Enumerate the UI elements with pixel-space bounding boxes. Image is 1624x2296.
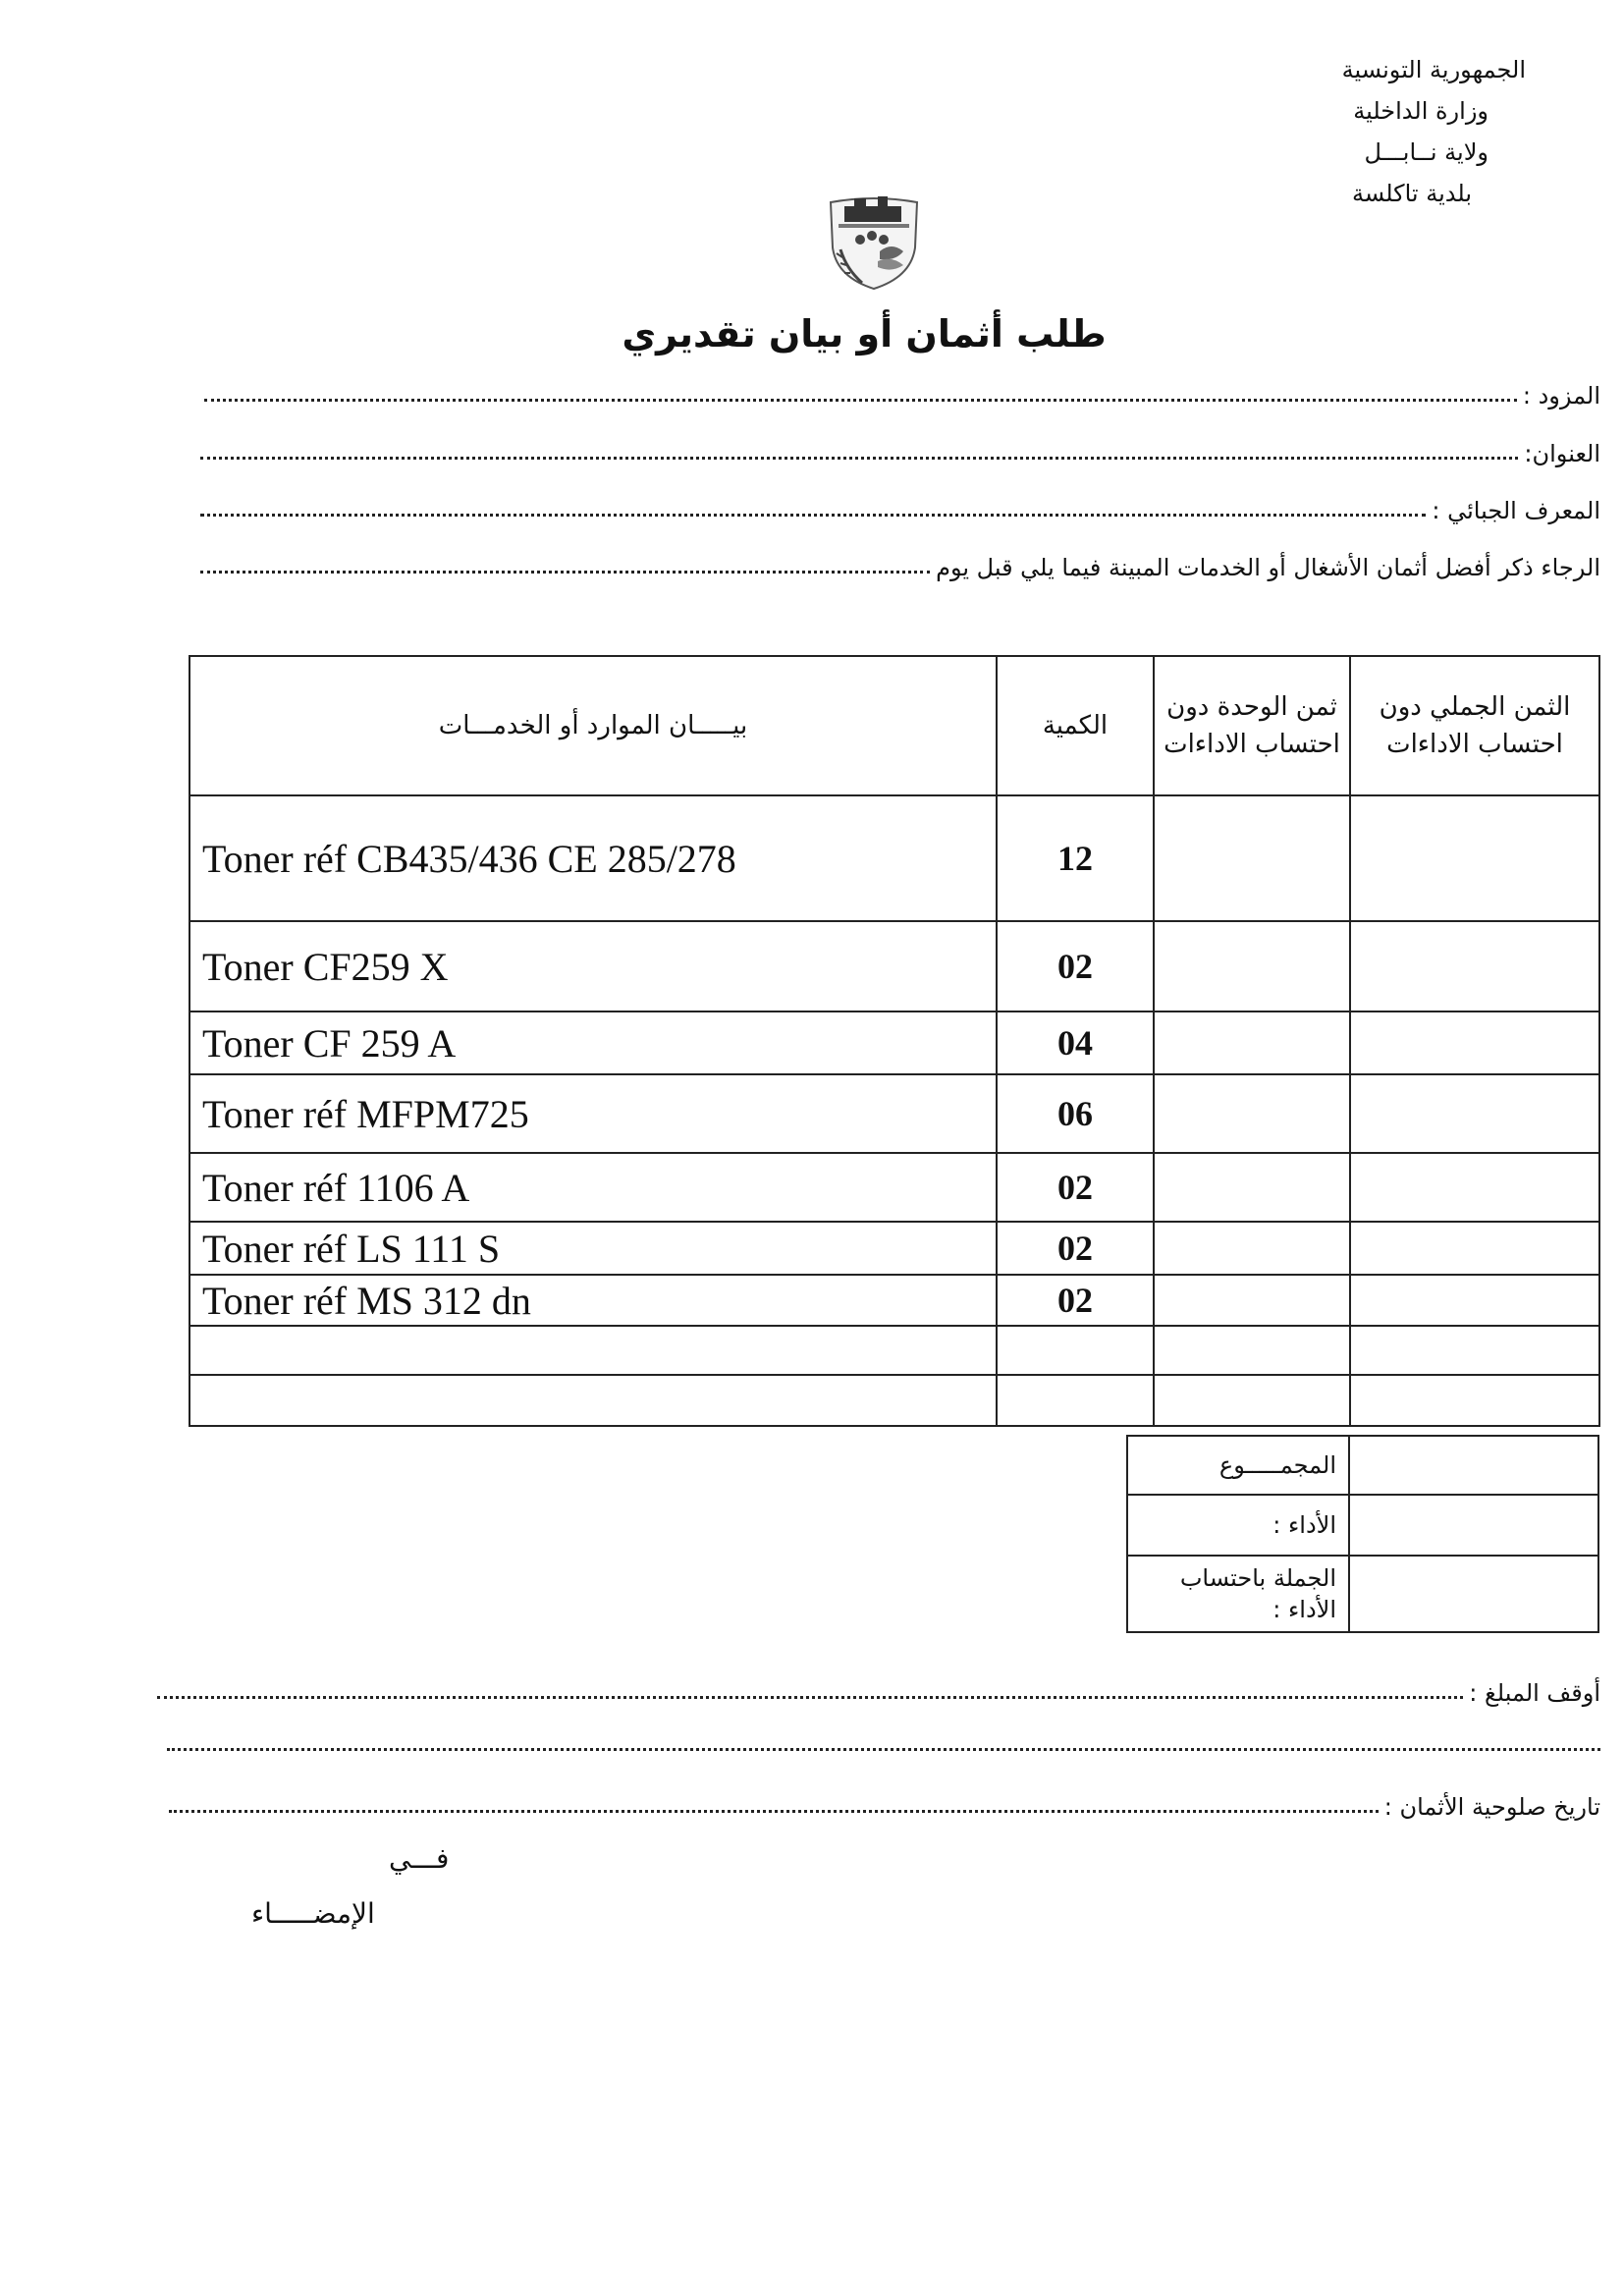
table-row [189,1326,1599,1375]
total-price-header: الثمن الجملي دون احتساب الاداءات [1350,656,1599,795]
table-row [189,1275,1599,1326]
validity-label: تاريخ صلوحية الأثمان : [1383,1793,1600,1821]
request-label: الرجاء ذكر أفضل أثمان الأشغال أو الخدمات المبينة فيما يلي قبل يوم [936,554,1600,581]
item-quantity[interactable] [997,1326,1154,1375]
supplier-dotted-line [204,398,1517,402]
table-row [189,1375,1599,1426]
item-total-price-cell[interactable] [1350,1326,1599,1375]
item-description: Toner réf LS 111 S [189,1222,997,1275]
item-description: Toner CF259 X [189,921,997,1011]
item-quantity: 12 [997,795,1154,921]
item-unit-price-cell[interactable] [1154,1011,1350,1074]
item-unit-price-cell[interactable] [1154,1375,1350,1426]
item-quantity: 06 [997,1074,1154,1153]
table-row [189,1074,1599,1153]
item-description: Toner réf MFPM725 [189,1074,997,1153]
sum-row [1127,1436,1598,1495]
item-total-price-cell[interactable] [1350,1222,1599,1275]
municipal-emblem-icon [821,191,927,293]
item-total-price-cell[interactable] [1350,1074,1599,1153]
validity-dotted-line [169,1809,1379,1813]
ministry-line: وزارة الداخلية [1353,97,1489,125]
tax-label: الأداء : [1127,1495,1349,1556]
amount-words-dotted-line [157,1695,1463,1699]
item-total-price-cell[interactable] [1350,921,1599,1011]
item-unit-price-cell[interactable] [1154,1153,1350,1222]
tax-id-label: المعرف الجبائي : [1432,497,1600,524]
amount-words-field[interactable] [157,1671,1600,1707]
totals-table [1126,1435,1599,1633]
tax-id-field[interactable] [200,489,1600,524]
total-with-tax-row [1127,1556,1598,1632]
table-row [189,1011,1599,1074]
unit-price-header: ثمن الوحدة دون احتساب الاداءات [1154,656,1350,795]
item-description: Toner réf MS 312 dn [189,1275,997,1326]
total-with-tax-label: الجملة باحتساب الأداء : [1127,1556,1349,1632]
sum-value-cell[interactable] [1349,1436,1598,1495]
item-total-price-cell[interactable] [1350,795,1599,921]
total-with-tax-value-cell[interactable] [1349,1556,1598,1632]
item-unit-price-cell[interactable] [1154,1326,1350,1375]
governorate-line: ولاية نــابـــل [1364,138,1489,166]
request-dotted-line [200,570,930,574]
header-block [1231,49,1526,214]
item-unit-price-cell[interactable] [1154,1074,1350,1153]
place-in-label: فـــي [389,1842,450,1875]
item-description: Toner réf CB435/436 CE 285/278 [189,795,997,921]
tax-row [1127,1495,1598,1556]
item-total-price-cell[interactable] [1350,1153,1599,1222]
item-quantity: 02 [997,1153,1154,1222]
table-header-row [189,656,1599,795]
description-header: بيـــــان الموارد أو الخدمـــات [189,656,997,795]
request-field[interactable] [200,546,1600,581]
item-total-price-cell[interactable] [1350,1375,1599,1426]
page-title: طلب أثمان أو بيان تقديري [622,312,1107,355]
table-row [189,795,1599,921]
item-total-price-cell[interactable] [1350,1275,1599,1326]
item-quantity: 02 [997,921,1154,1011]
republic-line: الجمهورية التونسية [1341,56,1526,83]
item-description: Toner CF 259 A [189,1011,997,1074]
item-quantity: 04 [997,1011,1154,1074]
item-description[interactable] [189,1375,997,1426]
sum-label: المجمـــــوع [1127,1436,1349,1495]
supplier-field[interactable] [204,374,1600,410]
item-quantity: 02 [997,1222,1154,1275]
validity-field[interactable] [169,1785,1600,1821]
item-unit-price-cell[interactable] [1154,1222,1350,1275]
tax-value-cell[interactable] [1349,1495,1598,1556]
item-unit-price-cell[interactable] [1154,795,1350,921]
item-description: Toner réf 1106 A [189,1153,997,1222]
address-dotted-line [200,456,1518,460]
municipality-line: بلدية تاكلسة [1351,180,1472,207]
item-description[interactable] [189,1326,997,1375]
items-table [189,655,1600,1427]
quantity-header: الكمية [997,656,1154,795]
table-row [189,921,1599,1011]
signature-label: الإمضـــــاء [251,1897,375,1930]
item-quantity[interactable] [997,1375,1154,1426]
tax-id-dotted-line [200,513,1426,517]
amount-words-label: أوقف المبلغ : [1469,1679,1600,1707]
address-label: العنوان: [1524,440,1600,467]
address-field[interactable] [200,432,1600,467]
amount-words-continuation-line[interactable] [167,1748,1600,1751]
item-total-price-cell[interactable] [1350,1011,1599,1074]
table-row [189,1153,1599,1222]
item-quantity: 02 [997,1275,1154,1326]
supplier-label: المزود : [1522,382,1600,410]
item-unit-price-cell[interactable] [1154,921,1350,1011]
item-unit-price-cell[interactable] [1154,1275,1350,1326]
table-row [189,1222,1599,1275]
